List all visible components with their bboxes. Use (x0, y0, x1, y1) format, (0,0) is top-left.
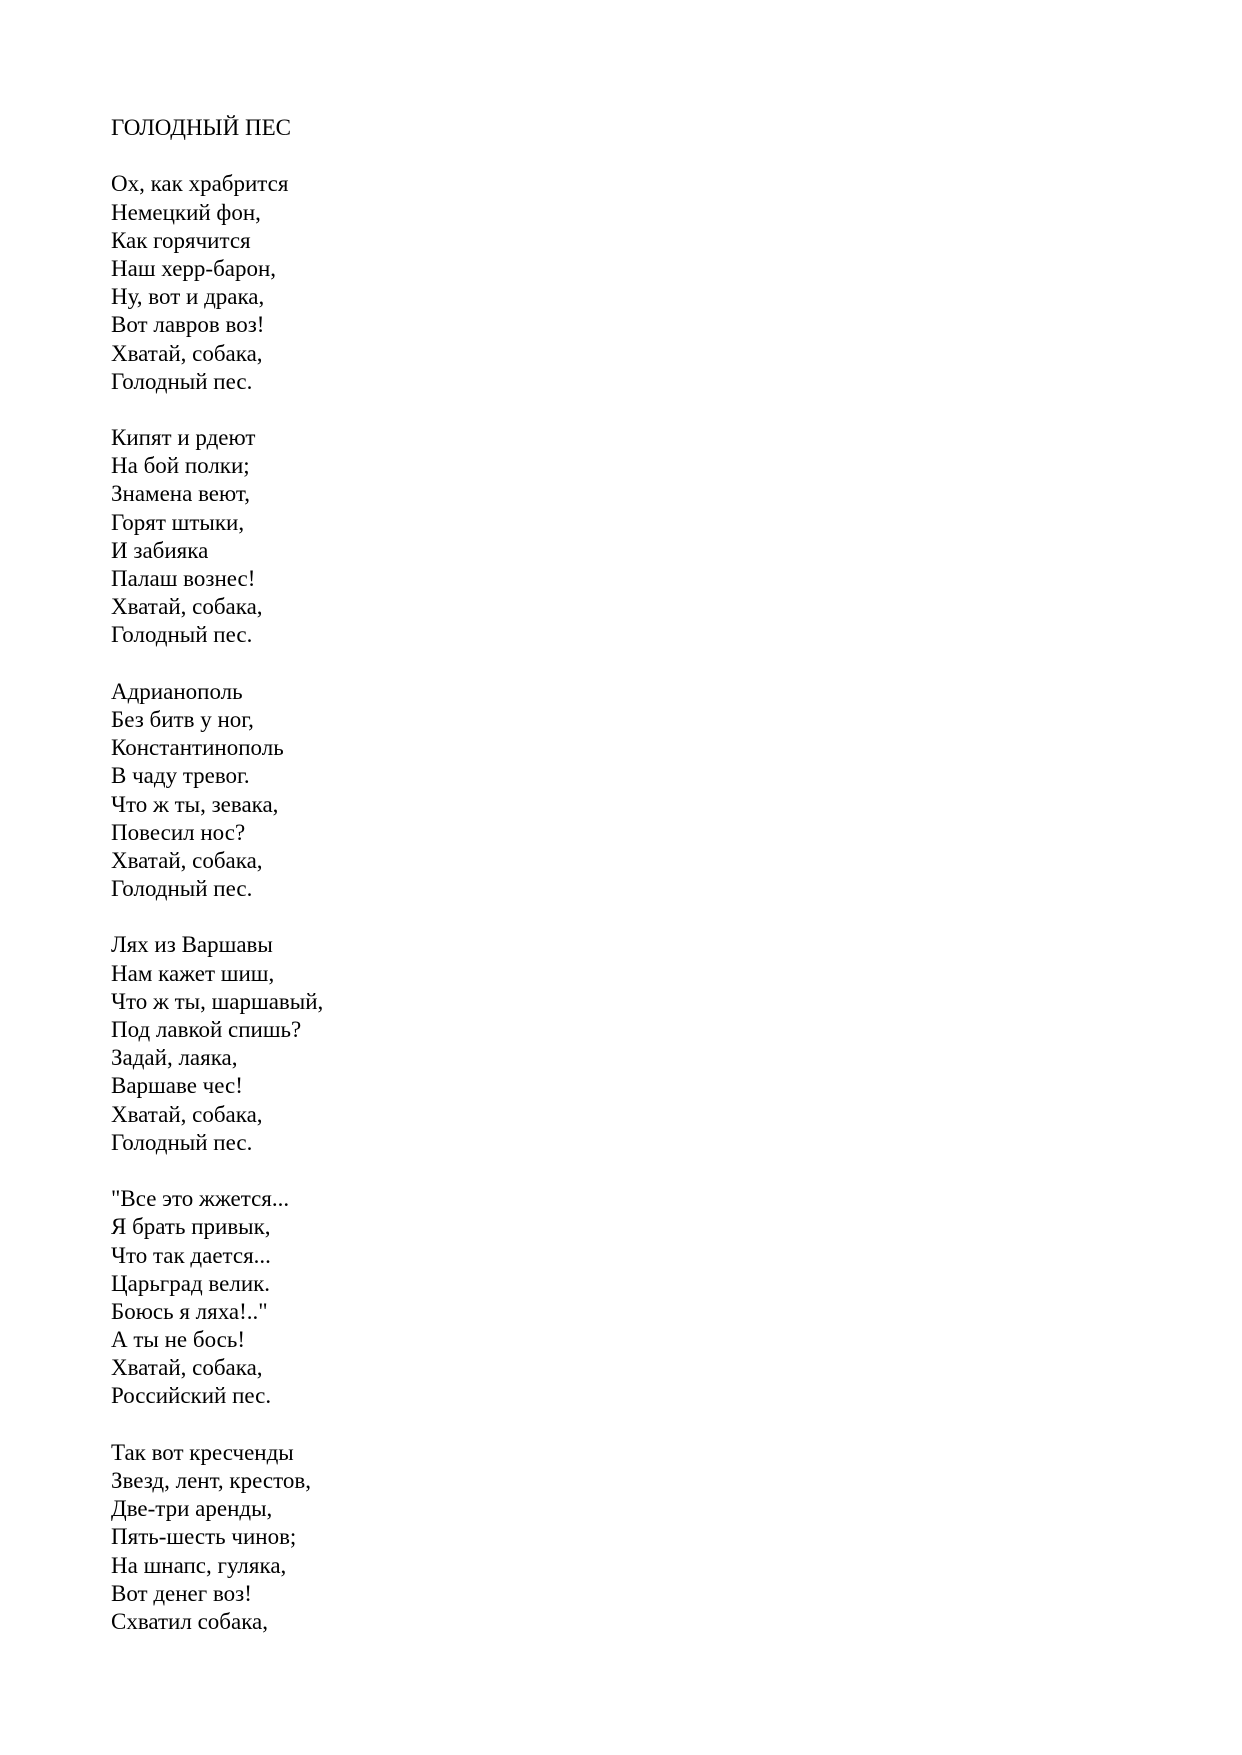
poem-line: Кипят и рдеют (111, 425, 256, 451)
poem-line: Так вот кресченды (111, 1439, 294, 1465)
stanza-list (111, 170, 811, 1636)
poem-line: Знамена веют, (111, 481, 250, 507)
poem-line: Задай, лаяка, (111, 1045, 238, 1071)
poem-line: Немецкий фон, (111, 199, 261, 225)
poem-line: Палаш вознес! (111, 566, 256, 591)
poem-line: Что ж ты, зевака, (111, 791, 279, 817)
poem-line: Ох, как храбрится (111, 171, 289, 197)
poem-line: Ну, вот и драка, (111, 284, 265, 310)
poem-line: Повесил нос? (111, 819, 246, 845)
stanza (111, 424, 811, 650)
poem-line: На бой полки; (111, 453, 250, 479)
poem-line: На шнапс, гуляка, (111, 1552, 287, 1578)
poem-line: Хватай, собака, (111, 1355, 263, 1381)
poem-line: Голодный пес. (111, 1129, 253, 1155)
poem-line: Голодный пес. (111, 368, 253, 394)
poem (111, 114, 811, 1664)
stanza (111, 1185, 811, 1411)
poem-line: Что ж ты, шаршавый, (111, 988, 324, 1014)
poem-line: Царьград велик. (111, 1270, 271, 1296)
poem-line: В чаду тревог. (111, 763, 250, 789)
poem-line: Российский пес. (111, 1383, 272, 1409)
poem-line: Константинополь (111, 735, 284, 761)
poem-line: Хватай, собака, (111, 847, 263, 873)
poem-line: Горят штыки, (111, 509, 245, 535)
poem-line: Лях из Варшавы (111, 932, 273, 958)
poem-line: Адрианополь (111, 678, 243, 704)
poem-line: Вот лавров воз! (111, 312, 265, 338)
stanza (111, 170, 811, 396)
poem-line: Я брать привык, (111, 1214, 271, 1240)
stanza (111, 931, 811, 1157)
poem-line: Боюсь я ляха!.." (111, 1298, 268, 1324)
poem-line: Голодный пес. (111, 622, 253, 648)
poem-line: Хватай, собака, (111, 1101, 263, 1127)
poem-line: Голодный пес. (111, 876, 253, 902)
stanza (111, 678, 811, 904)
poem-line: Наш херр-барон, (111, 255, 277, 281)
poem-line: "Все это жжется... (111, 1186, 290, 1212)
stanza (111, 1439, 811, 1636)
poem-title: ГОЛОДНЫЙ ПЕС (111, 115, 291, 140)
poem-line: Вот денег воз! (111, 1580, 252, 1606)
poem-line: Без битв у ног, (111, 706, 254, 732)
poem-line: Хватай, собака, (111, 340, 263, 366)
poem-line: Две-три аренды, (111, 1496, 273, 1522)
poem-line: Как горячится (111, 227, 251, 253)
poem-line: Звезд, лент, крестов, (111, 1468, 311, 1493)
poem-line: Под лавкой спишь? (111, 1017, 302, 1042)
poem-line: Нам кажет шиш, (111, 960, 275, 986)
poem-line: И забияка (111, 537, 209, 563)
poem-line: Что так дается... (111, 1242, 271, 1268)
poem-line: Пять-шесть чинов; (111, 1524, 297, 1550)
poem-line: Хватай, собака, (111, 594, 263, 620)
poem-line: Варшаве чес! (111, 1073, 243, 1099)
poem-line: А ты не бось! (111, 1327, 246, 1353)
poem-line: Схватил собака, (111, 1608, 269, 1634)
